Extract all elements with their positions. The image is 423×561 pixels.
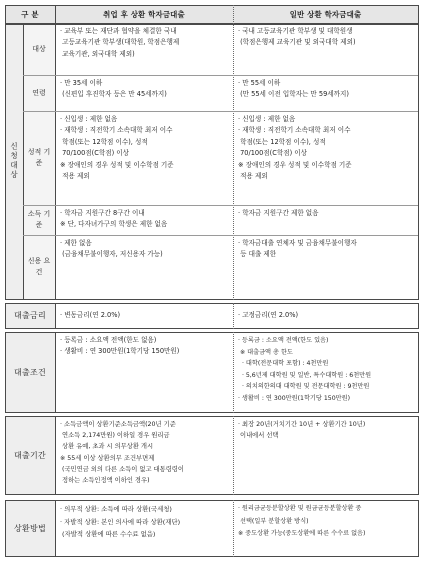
row-label-income: 소득 기준: [23, 205, 55, 235]
border: [418, 332, 419, 413]
conditions-employment: · 등록금 : 소요액 전액(한도 없음) · 생활비 : 연 300만원(1학기당 150만원): [60, 336, 180, 356]
border: [418, 5, 419, 300]
border: [5, 556, 419, 557]
border: [5, 328, 419, 329]
conditions-general: · 등록금 : 소요액 전액(한도 있음) ※ 대출금액 총 한도 · 대학(전문대학 포함) : 4천만원 · 5,6년제 대학원 및 일반, 특수대학원 : 6천만원 · 의치의한의대 대학원 및 전문대학원 : 9천만원 · 생활비 : 연 300만원(1학기당 150만원): [238, 337, 372, 402]
border: [23, 75, 418, 76]
border: [5, 494, 419, 495]
border: [5, 416, 6, 495]
border: [418, 416, 419, 495]
repayment-general: · 원리금균등분할상환 및 원금균등분할상환 중 선택(일부 분할상환 방식) ※ 중도상환 가능(중도상환에 따른 수수료 없음): [238, 505, 366, 537]
border: [233, 332, 234, 413]
border: [5, 5, 6, 300]
row-label-target: 대상: [23, 23, 55, 75]
border: [5, 5, 419, 6]
border: [233, 416, 234, 495]
row-label-grade: 성적 기준: [23, 111, 55, 205]
border: [5, 412, 419, 413]
border: [5, 303, 419, 304]
border: [55, 23, 56, 299]
section-label-interest: 대출금리: [5, 303, 55, 328]
repayment-employment: · 의무적 상환: 소득에 따라 상환(국세청) · 자발적 상환: 본인 의사에 따라 상환(재단) (자발적 상환에 따른 수수료 없음): [60, 505, 181, 538]
border: [55, 500, 56, 557]
border: [55, 5, 56, 23]
border: [55, 332, 56, 413]
border: [5, 500, 419, 501]
eligibility-group-label: 신청대상: [5, 23, 23, 299]
interest-general: · 고정금리(연 2.0%): [238, 311, 299, 319]
credit-general: · 학자금대출 연체자 및 금융채무불이행자 등 대출 제한: [238, 239, 357, 259]
border: [5, 299, 419, 300]
header-employment-loan: 취업 후 상환 학자금대출: [55, 6, 233, 23]
border: [23, 205, 418, 206]
header-general-loan: 일반 상환 학자금대출: [233, 6, 418, 23]
target-employment: · 교육부 또는 재단과 협약을 체결한 국내 고등교육기관 학부생(대학원, 학점은행제 교육기관, 외국대학 제외): [60, 27, 180, 58]
income-employment: · 학자금 지원구간 8구간 이내 ※ 단, 다자녀가구의 학생은 제한 없음: [60, 209, 168, 229]
border: [5, 332, 419, 333]
period-general: · 최장 20년(거치기간 10년 + 상환기간 10년) 이내에서 선택: [238, 421, 366, 440]
border: [23, 23, 24, 299]
border: [233, 500, 234, 557]
section-label-period: 대출기간: [5, 416, 55, 494]
border: [5, 416, 419, 417]
border: [23, 235, 418, 236]
section-label-repayment: 상환방법: [5, 500, 55, 556]
grade-general: · 신입생 : 제한 없음 · 재학생 : 직전학기 소속대학 최저 이수 학점(또는 12학점 이수), 성적 70/100점(C학점) 이상 ※ 장애인의 경우 성적 및 이수학점 기준 적용 제외: [238, 115, 352, 181]
border: [5, 332, 6, 413]
income-general: · 학자금 지원구간 제한 없음: [238, 209, 319, 217]
header-category: 구 분: [5, 6, 55, 23]
border: [5, 23, 419, 25]
border: [23, 111, 418, 112]
border: [55, 303, 56, 329]
credit-employment: · 제한 없음 (금융채무불이행자, 저신용자 가능): [60, 239, 163, 259]
age-general: · 만 55세 이하 (만 55세 이전 입학자는 만 59세까지): [238, 79, 349, 99]
row-label-age: 연령: [23, 75, 55, 111]
period-employment: · 소득금액이 상환기준소득금액(20년 기준 연소득 2,174만원) 이하일 경우 원리금 상환 유예, 초과 시 의무상환 개시 ※ 55세 이상 상환의무 조건부면제 (국민연금 외의 다른 소득이 없고 대통령령이 정하는 소득인정액 이하인 경우): [60, 421, 184, 485]
border: [55, 416, 56, 495]
interest-employment: · 변동금리(연 2.0%): [60, 311, 121, 319]
age-employment: · 만 35세 이하 (신편입 후진학자 등은 만 45세까지): [60, 79, 167, 99]
border: [233, 5, 234, 300]
grade-employment: · 신입생 : 제한 없음 · 재학생 : 직전학기 소속대학 최저 이수 학점(또는 12학점 이수), 성적 70/100점(C학점) 이상 ※ 장애인의 경우 성적 및 이수학점 기준 적용 제외: [60, 115, 174, 181]
target-general: · 국내 고등교육기관 학부생 및 대학원생 (학점은행제 교육기관 및 외국대학 제외): [238, 27, 356, 47]
border: [5, 303, 6, 329]
border: [418, 500, 419, 557]
border: [233, 303, 234, 329]
row-label-credit: 신용 요건: [23, 235, 55, 299]
border: [5, 500, 6, 557]
section-label-conditions: 대출조건: [5, 332, 55, 412]
border: [418, 303, 419, 329]
